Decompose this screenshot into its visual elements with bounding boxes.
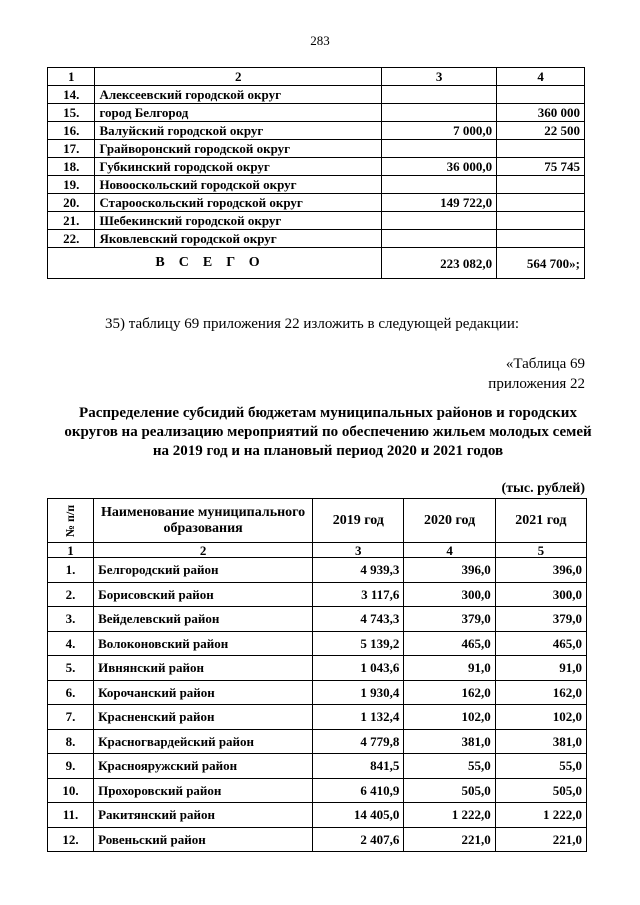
table-row — [48, 827, 587, 852]
header-number: № п/п — [48, 499, 94, 543]
value-2021: 505,0 — [495, 778, 586, 803]
value-col4: 360 000 — [497, 104, 585, 122]
municipality-name: Грайворонский городской округ — [95, 140, 382, 158]
table-row — [48, 558, 587, 583]
table-caption-line2: приложения 22 — [488, 376, 585, 392]
row-number: 7. — [48, 705, 94, 730]
table-row — [48, 212, 585, 230]
value-2019: 3 117,6 — [313, 582, 404, 607]
district-name: Ивнянский район — [94, 656, 313, 681]
value-col3 — [382, 104, 497, 122]
header-cell: 2 — [95, 68, 382, 86]
table-row — [48, 104, 585, 122]
row-number: 20. — [48, 194, 95, 212]
municipality-name: Алексеевский городской округ — [95, 86, 382, 104]
value-col4 — [497, 230, 585, 248]
value-2019: 5 139,2 — [313, 631, 404, 656]
row-number: 5. — [48, 656, 94, 681]
value-col3 — [382, 140, 497, 158]
value-2021: 396,0 — [495, 558, 586, 583]
col-num: 1 — [48, 543, 94, 558]
value-col3 — [382, 230, 497, 248]
budget-table-continuation — [47, 67, 585, 279]
table-row — [48, 122, 585, 140]
row-number: 22. — [48, 230, 95, 248]
col-num: 5 — [495, 543, 586, 558]
value-2021: 465,0 — [495, 631, 586, 656]
col-num: 3 — [313, 543, 404, 558]
row-number: 10. — [48, 778, 94, 803]
row-number: 19. — [48, 176, 95, 194]
table-row — [48, 803, 587, 828]
units-label: (тыс. рублей) — [501, 481, 585, 496]
table-row — [48, 230, 585, 248]
district-name: Вейделевский район — [94, 607, 313, 632]
value-2019: 4 779,8 — [313, 729, 404, 754]
municipality-name: Яковлевский городской округ — [95, 230, 382, 248]
value-2021: 162,0 — [495, 680, 586, 705]
value-2020: 381,0 — [404, 729, 495, 754]
district-name: Корочанский район — [94, 680, 313, 705]
row-number: 18. — [48, 158, 95, 176]
row-number: 14. — [48, 86, 95, 104]
table-row — [48, 754, 587, 779]
value-2019: 6 410,9 — [313, 778, 404, 803]
value-2019: 14 405,0 — [313, 803, 404, 828]
value-2020: 102,0 — [404, 705, 495, 730]
row-number: 15. — [48, 104, 95, 122]
value-col4 — [497, 176, 585, 194]
table-row — [48, 176, 585, 194]
value-col3 — [382, 212, 497, 230]
value-2019: 1 132,4 — [313, 705, 404, 730]
municipality-name: Старооскольский городской округ — [95, 194, 382, 212]
value-col4 — [497, 140, 585, 158]
value-2021: 91,0 — [495, 656, 586, 681]
total-label: ВСЕГО — [48, 248, 382, 279]
value-2020: 396,0 — [404, 558, 495, 583]
value-2021: 381,0 — [495, 729, 586, 754]
district-name: Красногвардейский район — [94, 729, 313, 754]
district-name: Краснояружский район — [94, 754, 313, 779]
table-caption — [488, 354, 585, 394]
value-2020: 55,0 — [404, 754, 495, 779]
value-col4: 75 745 — [497, 158, 585, 176]
municipality-name: Новооскольский городской округ — [95, 176, 382, 194]
value-col3 — [382, 86, 497, 104]
header-name: Наименование муниципального образования — [94, 499, 313, 543]
header-2021: 2021 год — [495, 499, 586, 543]
value-2021: 1 222,0 — [495, 803, 586, 828]
value-2019: 841,5 — [313, 754, 404, 779]
value-2019: 4 939,3 — [313, 558, 404, 583]
district-name: Красненский район — [94, 705, 313, 730]
value-col3: 149 722,0 — [382, 194, 497, 212]
table-row — [48, 631, 587, 656]
table-row — [48, 607, 587, 632]
subsidy-table — [47, 498, 587, 852]
value-2019: 4 743,3 — [313, 607, 404, 632]
district-name: Ровеньский район — [94, 827, 313, 852]
row-number: 1. — [48, 558, 94, 583]
row-number: 9. — [48, 754, 94, 779]
table-row — [48, 140, 585, 158]
value-2020: 221,0 — [404, 827, 495, 852]
value-col3 — [382, 176, 497, 194]
value-2020: 300,0 — [404, 582, 495, 607]
table-header-row — [48, 68, 585, 86]
value-col4 — [497, 212, 585, 230]
value-2021: 221,0 — [495, 827, 586, 852]
header-cell: 1 — [48, 68, 95, 86]
table-row — [48, 729, 587, 754]
value-col3: 36 000,0 — [382, 158, 497, 176]
value-2021: 102,0 — [495, 705, 586, 730]
table-header-row — [48, 499, 587, 543]
col-num: 2 — [94, 543, 313, 558]
municipality-name: Шебекинский городской округ — [95, 212, 382, 230]
district-name: Белгородский район — [94, 558, 313, 583]
value-2020: 91,0 — [404, 656, 495, 681]
value-col3: 7 000,0 — [382, 122, 497, 140]
table-row — [48, 705, 587, 730]
table-row — [48, 86, 585, 104]
row-number: 2. — [48, 582, 94, 607]
municipality-name: Валуйский городской округ — [95, 122, 382, 140]
table-heading: Распределение субсидий бюджетам муниципальных районов и городских округов на реализацию мероприятий по обеспечению жильем молодых семей на 2019 год и на плановый период 2020 и 2021 годов — [64, 405, 592, 459]
row-number: 21. — [48, 212, 95, 230]
row-number: 3. — [48, 607, 94, 632]
value-2019: 1 043,6 — [313, 656, 404, 681]
value-2020: 162,0 — [404, 680, 495, 705]
value-2019: 2 407,6 — [313, 827, 404, 852]
column-numbers-row — [48, 543, 587, 558]
col-num: 4 — [404, 543, 495, 558]
row-number: 17. — [48, 140, 95, 158]
row-number: 12. — [48, 827, 94, 852]
row-number: 8. — [48, 729, 94, 754]
table-row — [48, 656, 587, 681]
total-col3: 223 082,0 — [382, 248, 497, 279]
page-number: 283 — [310, 33, 330, 48]
value-2021: 379,0 — [495, 607, 586, 632]
district-name: Волоконовский район — [94, 631, 313, 656]
value-2019: 1 930,4 — [313, 680, 404, 705]
value-col4 — [497, 86, 585, 104]
value-2021: 300,0 — [495, 582, 586, 607]
value-2020: 379,0 — [404, 607, 495, 632]
value-2020: 505,0 — [404, 778, 495, 803]
district-name: Борисовский район — [94, 582, 313, 607]
table-caption-line1: «Таблица 69 — [505, 356, 585, 372]
table-row — [48, 158, 585, 176]
table-row — [48, 194, 585, 212]
value-2020: 465,0 — [404, 631, 495, 656]
table-row — [48, 680, 587, 705]
row-number: 16. — [48, 122, 95, 140]
total-col4: 564 700»; — [497, 248, 585, 279]
amendment-paragraph: 35) таблицу 69 приложения 22 изложить в следующей редакции: — [105, 316, 520, 332]
total-row — [48, 248, 585, 279]
value-2020: 1 222,0 — [404, 803, 495, 828]
row-number: 11. — [48, 803, 94, 828]
table-row — [48, 778, 587, 803]
row-number: 4. — [48, 631, 94, 656]
municipality-name: Губкинский городской округ — [95, 158, 382, 176]
value-col4: 22 500 — [497, 122, 585, 140]
value-2021: 55,0 — [495, 754, 586, 779]
municipality-name: город Белгород — [95, 104, 382, 122]
district-name: Ракитянский район — [94, 803, 313, 828]
value-col4 — [497, 194, 585, 212]
header-cell: 3 — [382, 68, 497, 86]
header-2019: 2019 год — [313, 499, 404, 543]
table-row — [48, 582, 587, 607]
header-2020: 2020 год — [404, 499, 495, 543]
header-cell: 4 — [497, 68, 585, 86]
district-name: Прохоровский район — [94, 778, 313, 803]
row-number: 6. — [48, 680, 94, 705]
